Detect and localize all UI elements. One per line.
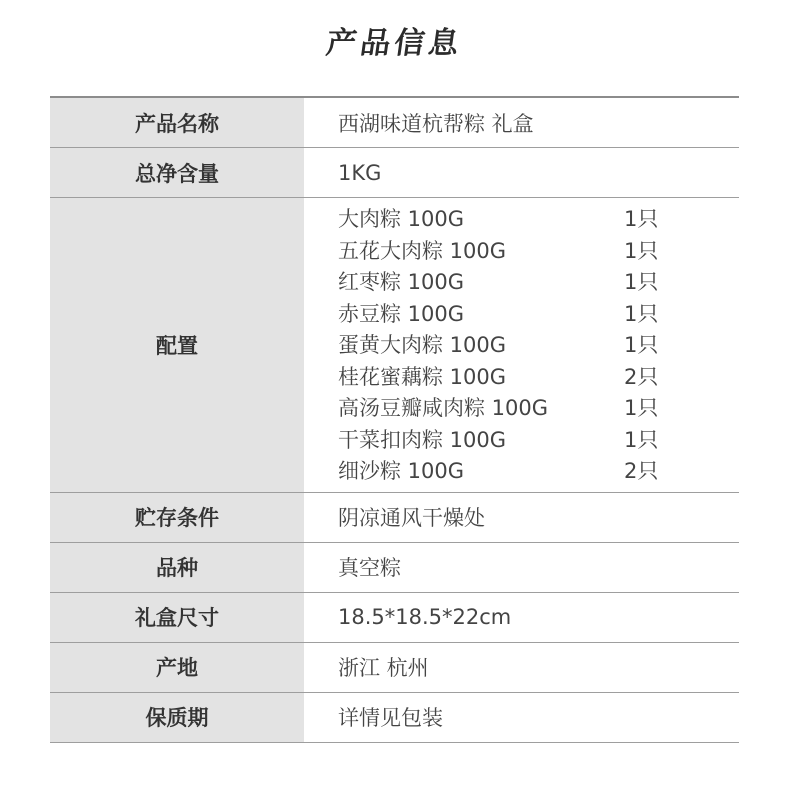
config-item-qty: 1只 — [624, 270, 659, 294]
row-label: 产品名称 — [50, 97, 304, 148]
row-label: 总净含量 — [50, 148, 304, 198]
product-info-table — [50, 96, 739, 743]
table-row-configuration — [50, 198, 739, 493]
list-item — [338, 456, 739, 488]
config-item-name: 细沙粽 100G — [338, 459, 465, 483]
page-title: 产品信息 — [324, 26, 465, 61]
config-item-name: 干菜扣肉粽 100G — [338, 427, 507, 452]
config-value-cell — [304, 198, 739, 493]
list-item — [338, 393, 739, 425]
config-item-name: 大肉粽 100G — [338, 207, 465, 231]
row-value: 详情见包装 — [304, 692, 739, 742]
row-value: 1KG — [304, 148, 739, 198]
table-row-variety — [50, 542, 739, 592]
row-value: 真空粽 — [304, 542, 739, 592]
config-item-name: 赤豆粽 100G — [338, 301, 465, 326]
list-item — [338, 204, 739, 236]
config-item-name: 红枣粽 100G — [338, 270, 465, 294]
table-row-product-name — [50, 97, 739, 148]
config-item-qty: 1只 — [624, 396, 659, 420]
row-value: 浙江 杭州 — [304, 642, 739, 692]
config-item-name: 桂花蜜藕粽 100G — [338, 364, 507, 389]
list-item — [338, 236, 739, 268]
row-label: 保质期 — [50, 692, 304, 742]
config-item-qty: 2只 — [624, 459, 659, 483]
list-item — [338, 362, 739, 394]
table-row-storage — [50, 492, 739, 542]
table-row-shelf-life — [50, 692, 739, 742]
config-item-name: 高汤豆瓣咸肉粽 100G — [338, 396, 549, 420]
list-item — [338, 330, 739, 362]
row-value: 西湖味道杭帮粽 礼盒 — [304, 97, 739, 148]
config-item-qty: 1只 — [624, 427, 659, 452]
list-item — [338, 425, 739, 457]
config-item-qty: 1只 — [624, 301, 659, 326]
config-item-qty: 1只 — [624, 207, 659, 231]
table-row-box-size — [50, 592, 739, 642]
list-item — [338, 299, 739, 331]
config-item-name: 五花大肉粽 100G — [338, 238, 507, 263]
row-label: 品种 — [50, 542, 304, 592]
config-item-qty: 1只 — [624, 238, 659, 263]
config-item-qty: 2只 — [624, 364, 659, 389]
row-value: 阴凉通风干燥处 — [304, 492, 739, 542]
row-value: 18.5*18.5*22cm — [304, 592, 739, 642]
row-label: 产地 — [50, 642, 304, 692]
list-item — [338, 267, 739, 299]
row-label: 贮存条件 — [50, 492, 304, 542]
config-item-name: 蛋黄大肉粽 100G — [338, 333, 507, 357]
row-label: 礼盒尺寸 — [50, 592, 304, 642]
config-list — [338, 198, 739, 492]
table-row-origin — [50, 642, 739, 692]
table-row-net-weight — [50, 148, 739, 198]
row-label: 配置 — [50, 198, 304, 493]
config-item-qty: 1只 — [624, 333, 659, 357]
